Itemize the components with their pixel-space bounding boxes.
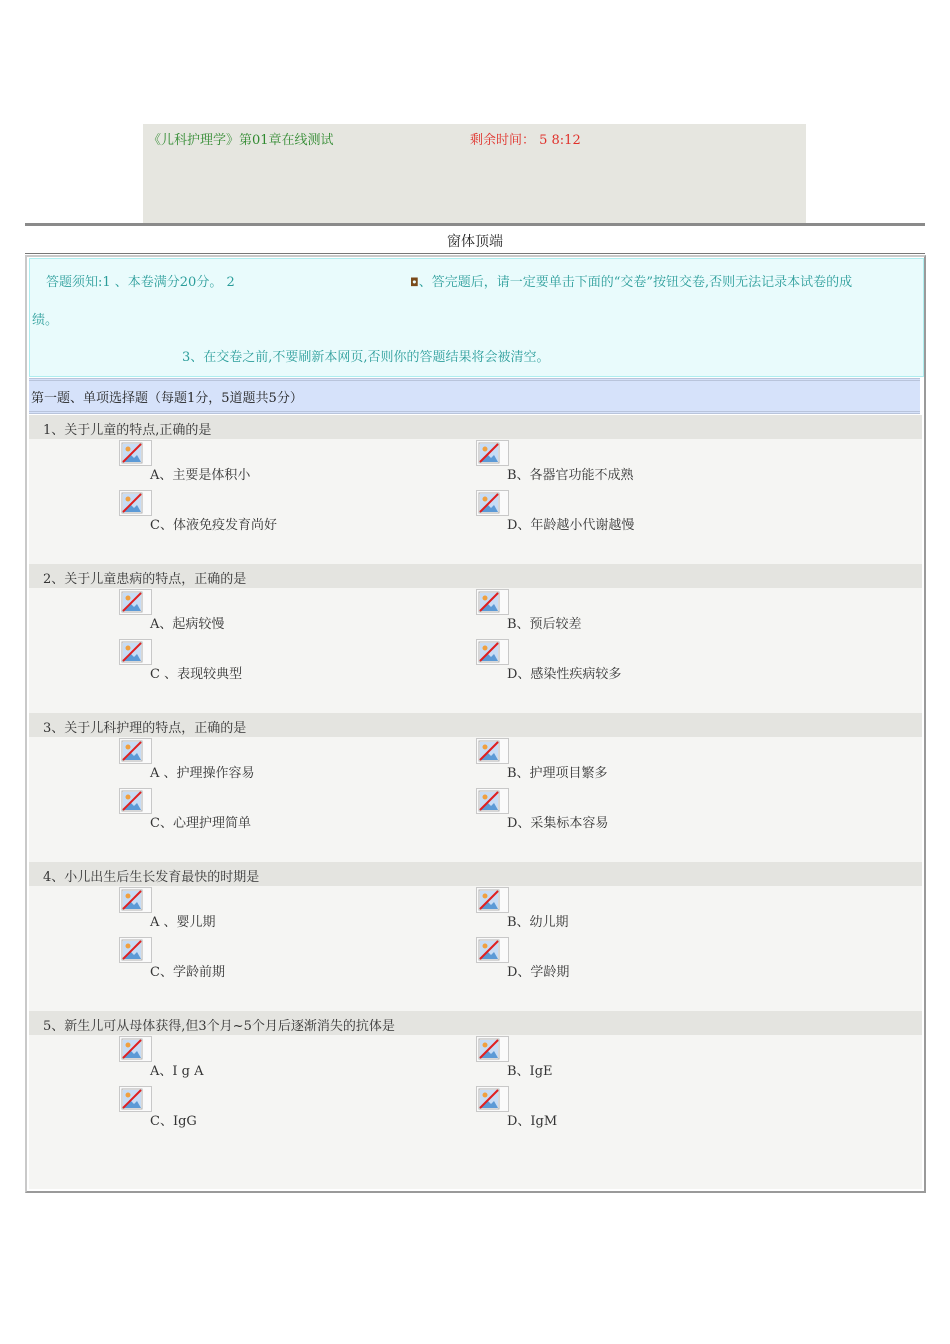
bullet-icon: ◘ — [410, 276, 419, 289]
broken-image-icon[interactable] — [119, 1086, 152, 1112]
broken-image-icon[interactable] — [476, 937, 509, 963]
option-label: D、采集标本容易 — [507, 816, 609, 831]
question-header — [29, 1011, 922, 1035]
option-label: D、感染性疾病较多 — [507, 667, 622, 682]
question-item — [29, 713, 922, 863]
notice-line-1-cont: ◘、答完题后，请一定要单击下面的“交卷”按钮交卷,否则无法记录本试卷的成 — [410, 275, 853, 290]
option-label: D、学龄期 — [507, 965, 570, 980]
broken-image-icon[interactable] — [119, 639, 152, 665]
question-item — [29, 862, 922, 1012]
question-item — [29, 415, 922, 565]
broken-image-icon[interactable] — [476, 887, 509, 913]
option-label: B、IgE — [507, 1064, 553, 1079]
question-text: 2、关于儿童患病的特点，正确的是 — [43, 572, 247, 587]
broken-image-icon[interactable] — [119, 937, 152, 963]
option-label: A、主要是体积小 — [150, 468, 251, 483]
question-text: 5、新生儿可从母体获得,但3个月~5个月后逐渐消失的抗体是 — [43, 1019, 395, 1034]
option-label: C、IgG — [150, 1114, 197, 1129]
broken-image-icon[interactable] — [119, 887, 152, 913]
broken-image-icon[interactable] — [476, 639, 509, 665]
question-header — [29, 713, 922, 737]
question-list — [29, 415, 922, 1189]
notice-box — [29, 258, 924, 377]
question-item — [29, 1011, 922, 1161]
option-label: B、各器官功能不成熟 — [507, 468, 634, 483]
option-label: A、I g A — [150, 1064, 204, 1079]
broken-image-icon[interactable] — [476, 589, 509, 615]
option-label: C、心理护理简单 — [150, 816, 251, 831]
broken-image-icon[interactable] — [119, 440, 152, 466]
notice-line-1: 答题须知:1 、本卷满分20分。 2 — [46, 275, 235, 290]
option-label: D、IgM — [507, 1114, 558, 1129]
option-label: C 、表现较典型 — [150, 667, 243, 682]
form-top-label: 窗体顶端 — [447, 234, 503, 250]
section-title: 第一题、单项选择题（每题1分，5道题共5分） — [31, 391, 303, 406]
option-label: C、体液免疫发育尚好 — [150, 518, 277, 533]
question-header — [29, 564, 922, 588]
question-text: 3、关于儿科护理的特点，正确的是 — [43, 721, 247, 736]
option-label: B、幼儿期 — [507, 915, 569, 930]
broken-image-icon[interactable] — [476, 440, 509, 466]
question-header — [29, 415, 922, 439]
broken-image-icon[interactable] — [119, 589, 152, 615]
option-label: D、年龄越小代谢越慢 — [507, 518, 635, 533]
question-text: 4、小儿出生后生长发育最快的时期是 — [43, 870, 260, 885]
broken-image-icon[interactable] — [119, 1036, 152, 1062]
option-label: B、预后较差 — [507, 617, 582, 632]
option-label: B、护理项目繁多 — [507, 766, 608, 781]
notice-line-3: 3、在交卷之前,不要刷新本网页,否则你的答题结果将会被清空。 — [182, 350, 550, 365]
broken-image-icon[interactable] — [476, 738, 509, 764]
question-text: 1、关于儿童的特点,正确的是 — [43, 423, 212, 438]
broken-image-icon[interactable] — [119, 788, 152, 814]
option-label: A、起病较慢 — [150, 617, 225, 632]
question-item — [29, 564, 922, 714]
divider — [25, 253, 925, 254]
broken-image-icon[interactable] — [476, 1036, 509, 1062]
broken-image-icon[interactable] — [476, 1086, 509, 1112]
broken-image-icon[interactable] — [119, 490, 152, 516]
option-label: A 、婴儿期 — [150, 915, 216, 930]
broken-image-icon[interactable] — [476, 788, 509, 814]
section-header — [29, 378, 920, 414]
broken-image-icon[interactable] — [119, 738, 152, 764]
quiz-form — [25, 255, 926, 1193]
broken-image-icon[interactable] — [476, 490, 509, 516]
quiz-title: 《儿科护理学》第01章在线测试 — [148, 133, 334, 148]
notice-line-2: 绩。 — [32, 313, 59, 328]
question-header — [29, 862, 922, 886]
divider — [25, 223, 925, 226]
quiz-header — [143, 124, 806, 223]
option-label: C、学龄前期 — [150, 965, 225, 980]
remaining-time: 剩余时间： 5 8:12 — [470, 133, 581, 148]
option-label: A 、护理操作容易 — [150, 766, 255, 781]
